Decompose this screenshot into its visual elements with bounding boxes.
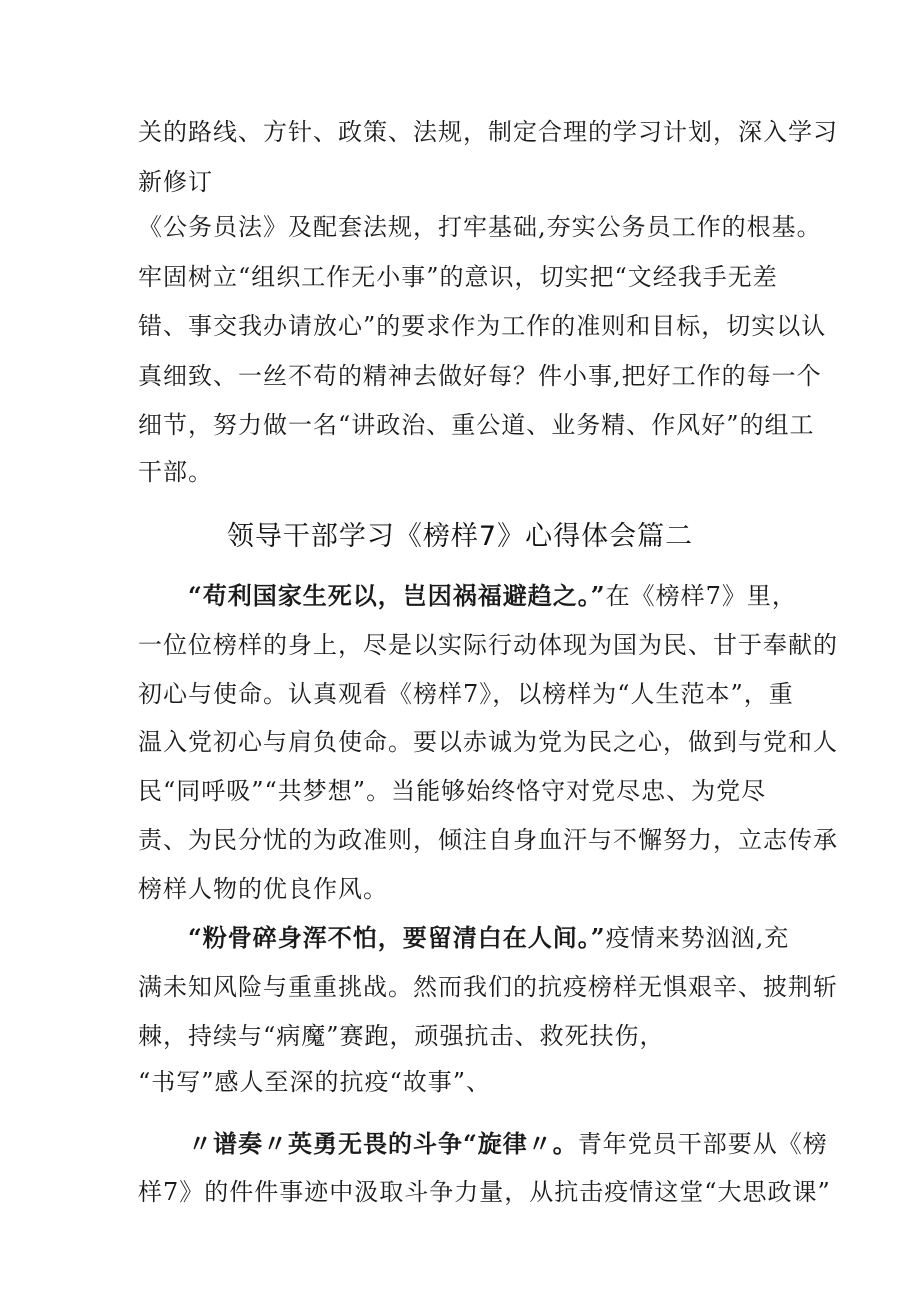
body-text-line: 关的路线、方针、政策、法规，制定合理的学习计划，深入学习: [138, 118, 838, 146]
bold-quote: 〃谱奏〃英勇无畏的斗争“旋律〃。: [188, 1129, 578, 1158]
body-text-line: 错、事交我办请放心”的要求作为工作的准则和目标，切实以认: [138, 312, 827, 340]
paragraph-first-line: [188, 923, 789, 953]
section-heading: 领导干部学习《榜样7》心得体会篇二: [226, 521, 694, 552]
body-text: 在《榜样7》里，: [605, 582, 797, 610]
body-text-line: 榜样人物的优良作风。: [138, 875, 388, 903]
body-text-line: 温入党初心与肩负使命。要以赤诚为党为民之心，做到与党和人: [138, 728, 838, 756]
body-text-line: “书写”感人至深的抗疫“故事”、: [138, 1068, 492, 1096]
body-text-line: 新修订: [138, 168, 213, 196]
body-text: 疫情来势汹汹,充: [605, 924, 790, 952]
bold-quote: “粉骨碎身浑不怕，要留清白在人间。”: [188, 923, 606, 952]
body-text-line: 牢固树立“组织工作无小事”的意识，切实把“文经我手无差: [138, 263, 778, 291]
paragraph-first-line: [188, 581, 797, 611]
bold-quote: “苟利国家生死以，岂因祸福避趋之。”: [188, 581, 606, 610]
body-text-line: 满未知风险与重重挑战。然而我们的抗疫榜样无惧艰辛、披荆斩: [138, 973, 838, 1001]
body-text-line: 一位位榜样的身上，尽是以实际行动体现为国为民、甘于奉献的: [138, 631, 838, 659]
body-text-line: 民“同呼吸”“共梦想”。当能够始终恪守对党尽忠、为党尽: [138, 777, 767, 805]
body-text-line: 细节，努力做一名“讲政治、重公道、业务精、作风好”的组工: [138, 411, 815, 439]
body-text-line: 《公务员法》及配套法规，打牢基础,夯实公务员工作的根基。: [138, 213, 822, 241]
paragraph-first-line: [188, 1129, 828, 1159]
body-text-line: 样7》的件件事迹中汲取斗争力量，从抗击疫情这堂“大思政课”: [138, 1178, 831, 1206]
body-text-line: 初心与使命。认真观看《榜样7》，以榜样为“人生范本”，重: [138, 680, 794, 708]
body-text: 青年党员干部要从《榜: [577, 1130, 828, 1158]
body-text-line: 真细致、一丝不苟的精神去做好每？件小事,把好工作的每一个: [138, 362, 822, 390]
body-text-line: 干部。: [138, 458, 213, 486]
body-text-line: 责、为民分忧的为政准则，倾注自身血汗与不懈努力，立志传承: [138, 826, 838, 854]
body-text-line: 棘，持续与“病魔”赛跑，顽强抗击、救死扶伤，: [138, 1022, 665, 1050]
